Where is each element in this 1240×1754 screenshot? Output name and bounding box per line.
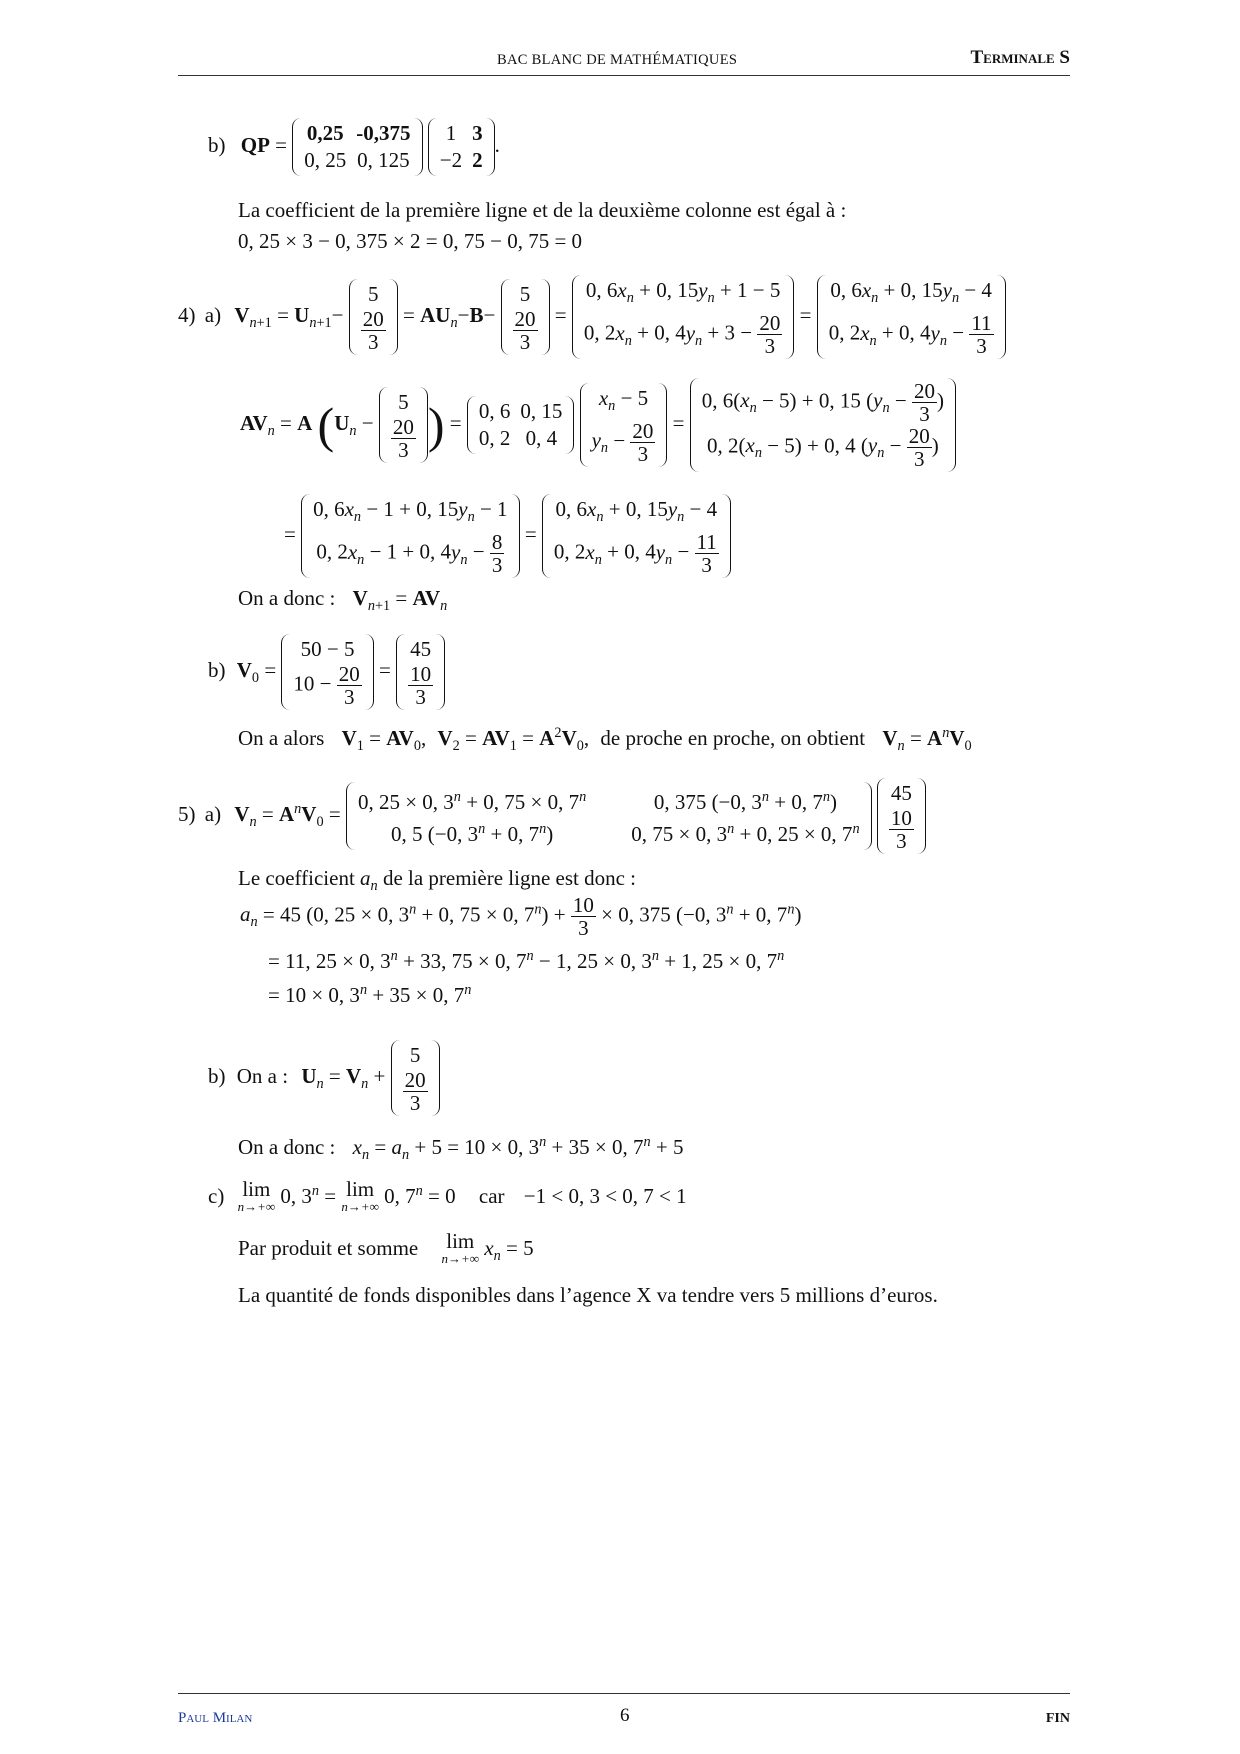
q4a-avn-cont: = 0, $6x_n - 1 + 0$, $15y_n - 1$ 0, $2x_n - 1 + 0$, $4y_n$ − $\frac{8}{3}$ = 0, $6x_n + 0$, $15y_n - 4$ 0, $2x_n + 0$, $4y_n$ − $\frac{11}{3}$ [284,494,731,578]
q3b-label: b) [208,132,226,157]
q4a-avn: $AV_n = A$ ($U_n$ − 5 $\frac{20}{3}$ ) = 0, 6 0, 15 0, 2 0, 4 $x_n - 5$ $y_n$ − $\frac{20}{3}$ = 0, $6(x_n - 5) + 0$, 15 ($y_n$ − $\frac{20}{3}$ ) 0, $2(x_n - 5) + 0$, 4 ($y_n$ − $\frac{20}{3}$ ) [240,378,956,472]
q5a-an-3: = 10 × 0, $3^n + 35 \times 0$, 7$^n$ [268,982,472,1007]
footer-rule [178,1693,1070,1694]
q5a-vn: 5) a) $V_n = A^nV_0$ = 0, 25 × 0, $3^n + 0$, 75 × 0, 7$^n$ 0, 375 (−0, $3^n + 0$, 7$^n$) 0, 5 (−0, $3^n + 0$, 7$^n$) 0, 75 × 0, $3^n + 0$, 25 × 0, 7$^n$ 45 $\frac{10}{3}$ [178,778,926,854]
q4b-proche: de proche en proche, on obtient [600,726,866,750]
q4b-alors: On a alors [238,726,325,750]
q3b-text: La coefficient de la première ligne et de la deuxième colonne est égal à : [238,198,847,222]
q5a-an-2: = 11, 25 × 0, $3^n + 33$, 75 × 0, $7^n - 1$, 25 × 0, $3^n + 1$, 25 × 0, 7$^n$ [268,948,785,973]
matrix-cell: 0,25 [306,121,344,145]
q4a-line1: 4) a) $V_{n+1} = U_{n+1}-$ 5 $\frac{20}{3}$ = $AU_n-B-$ 5 $\frac{20}{3}$ = 0, $6x_n + 0$, $15y_n + 1 - 5$ 0, $2x_n + 0$, $4y_n + 3$ − $\frac{20}{3}$ = 0, $6x_n + 0$, $15y_n - 4$ 0, $2x_n + 0$, $4y_n$ − $\frac{11}{3}$ [178,275,1006,359]
q5b-donc: On a donc : [238,1135,336,1159]
q5c-prod-text: Par produit et somme [238,1235,419,1260]
matrix-cell: 3 [472,121,483,145]
footer-author: Paul Milan [178,1710,253,1726]
q4a-donc: On a donc : [238,586,336,610]
matrix-cell: 0, 125 [357,148,410,172]
q4a-conclusion: On a donc : $V_{n+1} = AV_n$ [238,586,448,615]
header-class: Terminale S [970,47,1070,68]
q4b-v0: b) $V_0$ = 50 − 5 10 − $\frac{20}{3}$ = 45 $\frac{10}{3}$ [208,634,445,710]
q5a-coef-text: Le coefficient $a_n$ de la première ligne est donc : [238,866,637,895]
q4-number: 4) [178,302,196,327]
q5b-ona: On a : [236,1063,289,1088]
q5c-conclusion: La quantité de fonds disponibles dans l’agence X va tendre vers 5 millions d’euros. [238,1283,938,1307]
q4b-recurrence: On a alors $V_1 = AV_0$, $V_2 = AV_1 = A^2V_0$, de proche en proche, on obtient $V_n = A^nV_0$ [238,725,972,755]
matrix-cell: 0, 25 [304,148,347,172]
q5c-prod: Par produit et somme lim n→+∞ $x_n = 5$ [238,1229,534,1266]
q5-number: 5) [178,801,196,826]
matrix-p [428,118,495,176]
matrix-cell: 2 [472,148,483,172]
q5b-un: b) On a : $U_n = V_n$ + 5 $\frac{20}{3}$ [208,1040,440,1116]
matrix-cell: -0,375 [356,121,411,145]
q5a-coef-2: de la première ligne est donc : [382,866,637,890]
q5a-label: a) [204,801,222,826]
q4b-label: b) [208,657,226,682]
q4a-label: a) [204,302,222,327]
q5c-limits: c) lim n→+∞ 0, $3^n$ = lim n→+∞ 0, $7^n = 0$ car −1 < 0, 3 < 0, 7 < 1 [208,1177,687,1214]
matrix-cell: −2 [439,148,463,172]
q5a-an-1: $a_n = 45$ (0, 25 × 0, $3^n + 0$, 75 × 0, $7^n$) + $\frac{10}{3}$ × 0, 375 (−0, $3^n + 0$, 7$^n$) [240,893,802,940]
q5a-coef-1: Le coefficient [238,866,355,890]
q5c-label: c) [208,1183,225,1208]
q3b-calc: 0, 25 × 3 − 0, 375 × 2 = 0, 75 − 0, 75 = 0 [238,229,583,253]
page-number: 6 [620,1705,630,1726]
q5c-car: car [478,1183,505,1208]
q3b-lhs: QP [240,132,270,157]
q5b-label: b) [208,1063,226,1088]
q5b-xn: On a donc : $x_n = a_n + 5 = 10 \times 0$, $3^n + 35 \times 0$, $7^n + 5$ [238,1134,684,1164]
matrix-q [292,118,422,176]
matrix-cell: 1 [445,121,457,145]
q3b-equation: b) QP = 0,25 -0,375 0, 25 0, 125 1 3 −2 2 . [208,118,500,176]
header-rule [178,75,1070,76]
header-title: BAC BLANC DE MATHÉMATIQUES [497,52,738,68]
footer-end: FIN [1045,1711,1070,1726]
